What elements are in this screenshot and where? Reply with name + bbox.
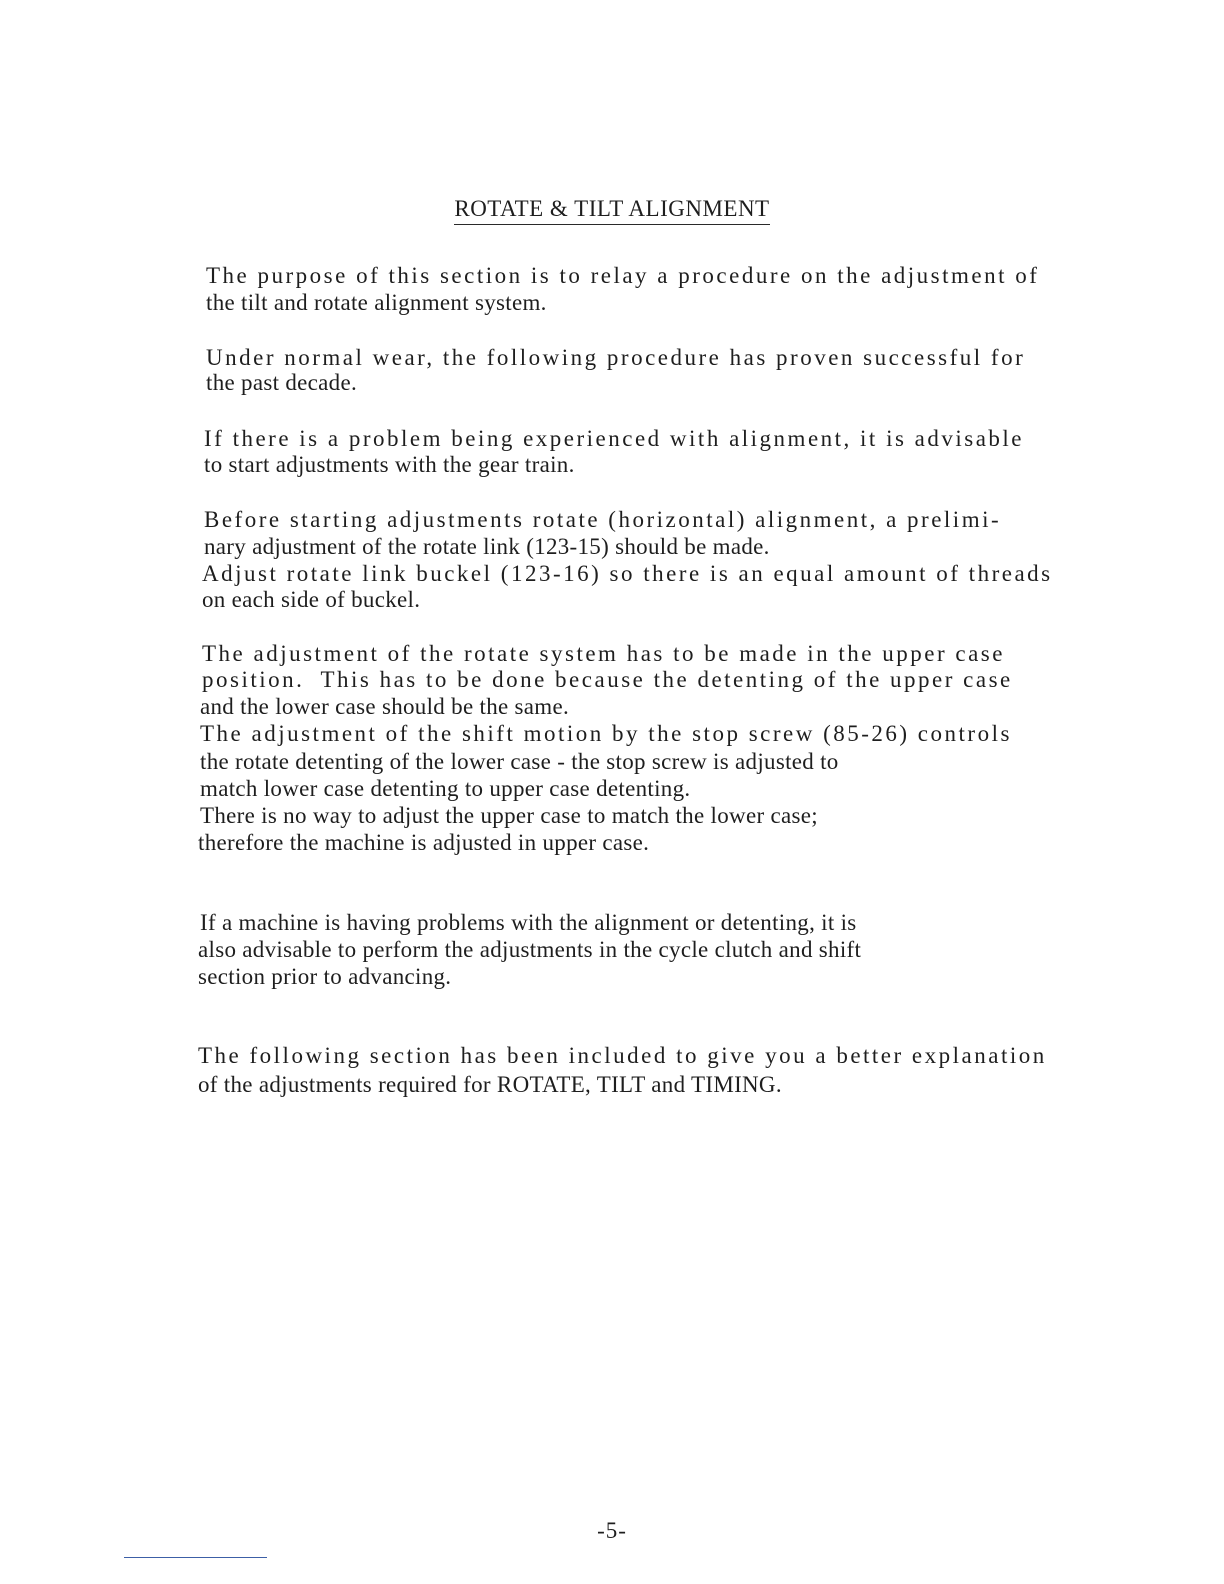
text-line: to start adjustments with the gear train. xyxy=(204,452,575,477)
text-line: and the lower case should be the same. xyxy=(200,694,570,719)
text-line: nary adjustment of the rotate link (123-15) should be made. xyxy=(204,534,770,559)
text-line: Adjust rotate link buckel (123-16) so there is an equal amount of threads xyxy=(202,561,1053,586)
text-line: the tilt and rotate alignment system. xyxy=(206,290,547,315)
text-line: If there is a problem being experienced with alignment, it is advisable xyxy=(204,426,1025,451)
page-number: -5- xyxy=(597,1518,627,1543)
text-line: the past decade. xyxy=(206,370,358,395)
text-line: also advisable to perform the adjustments in the cycle clutch and shift xyxy=(198,937,862,962)
text-line: section prior to advancing. xyxy=(198,964,452,989)
text-line: Before starting adjustments rotate (horizontal) alignment, a prelimi- xyxy=(204,507,1002,532)
text-line: The adjustment of the shift motion by the stop screw (85-26) controls xyxy=(200,721,1012,746)
text-line: position. This has to be done because the detenting of the upper case xyxy=(202,667,1013,692)
text-line: The purpose of this section is to relay a procedure on the adjustment of xyxy=(206,263,1040,288)
text-line: of the adjustments required for ROTATE, TILT and TIMING. xyxy=(198,1072,782,1097)
text-line: match lower case detenting to upper case detenting. xyxy=(200,776,691,801)
text-line: If a machine is having problems with the alignment or detenting, it is xyxy=(200,910,857,935)
text-line: on each side of buckel. xyxy=(202,587,421,612)
text-line: The following section has been included to give you a better explanation xyxy=(198,1043,1047,1068)
text-line: Under normal wear, the following procedure has proven successful for xyxy=(206,345,1026,370)
footnote-rule xyxy=(124,1557,267,1558)
text-line: There is no way to adjust the upper case to match the lower case; xyxy=(200,803,818,828)
text-line: The adjustment of the rotate system has to be made in the upper case xyxy=(202,641,1005,666)
page-title: ROTATE & TILT ALIGNMENT xyxy=(0,196,1224,225)
text-line: the rotate detenting of the lower case - the stop screw is adjusted to xyxy=(200,749,839,774)
text-line: therefore the machine is adjusted in upper case. xyxy=(198,830,650,855)
